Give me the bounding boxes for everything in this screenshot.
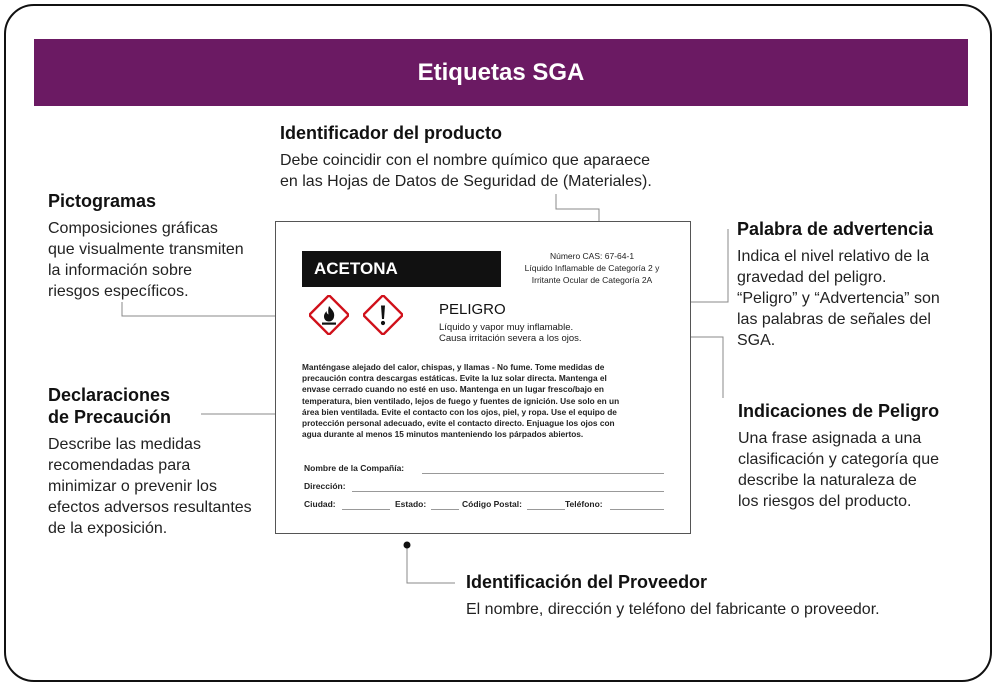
precaution-line: temperatura, bien ventilado, lejos de fuego y fuentes de ignición. Use solo en un [302,395,620,406]
marker-supplier [404,542,411,549]
state-field-line [431,509,459,510]
city-field-label: Ciudad: [304,499,336,509]
precaution-line: Manténgase alejado del calor, chispas, y llamas - No fume. Tome medidas de [302,362,605,372]
precaution-line: agua durante al menos 15 minutos manteniendo los párpados abiertos. [302,429,584,440]
precautionary-statements [302,362,662,440]
cas-info [512,250,672,286]
callout-signal-word [737,218,940,351]
callout-title: Identificador del producto [280,123,503,143]
callout-line: minimizar o prevenir los [48,478,217,495]
callout-line: El nombre, dirección y teléfono del fabricante o proveedor. [466,601,880,618]
callout-description [737,246,940,351]
ghs-label [275,221,691,534]
precaution-line: precaución contra descargas estáticas. Evite la luz solar directa. Mantenga el [302,373,607,384]
callout-line: la información sobre [48,262,193,279]
callout-line: Describe las medidas [48,436,201,453]
precaution-line: protección personal adecuado, evite el contacto directo. Enjuague los ojos con [302,418,615,429]
signal-word: PELIGRO [439,301,506,318]
callout-supplier [466,571,880,620]
callout-line: en las Hojas de Datos de Seguridad de (Materiales). [280,173,652,190]
cas-line: Número CAS: 67-64-1 [549,251,635,261]
callout-line: recomendadas para [48,457,191,474]
callout-line: de la exposición. [48,520,168,537]
callout-line: riesgos específicos. [48,283,189,300]
leader-supplier [407,548,455,583]
company-field-line [422,473,664,474]
callout-description [280,150,652,192]
precaution-line: envase cerrado cuando no esté en uso. Mantenga en un lugar fresco/bajo en [302,384,604,395]
callout-line: gravedad del peligro. [737,269,887,286]
callout-line: que visualmente transmiten [48,241,244,258]
callout-line: Debe coincidir con el nombre químico que aparaece [280,152,650,169]
callout-description [466,599,880,620]
callout-hazard-statements [738,400,939,512]
callout-title: Indicaciones de Peligro [738,401,940,421]
callout-title: Identificación del Proveedor [466,572,708,592]
callout-pictograms [48,190,244,302]
callout-description [48,434,252,539]
address-field-label: Dirección: [304,481,346,491]
callout-line: SGA. [737,332,776,349]
callout-product-identifier [280,122,652,192]
callout-line: describe la naturaleza de [738,472,917,489]
callout-title: Pictogramas [48,191,157,211]
product-name: ACETONA [302,251,501,287]
callout-title [48,384,252,428]
callout-title-line: Declaraciones [48,385,171,405]
hazard-line: Causa irritación severa a los ojos. [439,333,582,344]
address-field-line [352,491,664,492]
flame-pictogram-icon [309,295,349,335]
callout-line: Indica el nivel relativo de la [737,248,930,265]
cas-line: Irritante Ocular de Categoría 2A [531,275,653,285]
callout-title-line: de Precaución [48,407,172,427]
callout-description [738,428,939,512]
cas-line: Líquido Inflamable de Categoría 2 y [524,263,660,273]
zip-field-label: Código Postal: [462,499,522,509]
callout-line: efectos adversos resultantes [48,499,252,516]
phone-field-label: Teléfono: [565,499,603,509]
phone-field-line [610,509,664,510]
leader-pictograms [122,302,285,316]
company-field-label: Nombre de la Compañía: [304,463,405,473]
callout-line: las palabras de señales del [737,311,931,328]
callout-title: Palabra de advertencia [737,219,934,239]
callout-line: Composiciones gráficas [48,220,218,237]
page-title: Etiquetas SGA [34,39,968,106]
state-field-label: Estado: [395,499,427,509]
zip-field-line [527,509,565,510]
callout-precautions [48,384,252,539]
callout-line: clasificación y categoría que [738,451,939,468]
hazard-statements [439,322,582,344]
callout-line: “Peligro” y “Advertencia” son [737,290,940,307]
callout-line: los riesgos del producto. [738,493,912,510]
hazard-line: Líquido y vapor muy inflamable. [439,322,574,333]
precaution-line: área bien ventilada. Evite el contacto con los ojos, piel, y ropa. Use el equipo de [302,406,617,417]
city-field-line [342,509,390,510]
callout-line: Una frase asignada a una [738,430,922,447]
callout-description [48,218,244,302]
exclamation-pictogram-icon [363,295,403,335]
